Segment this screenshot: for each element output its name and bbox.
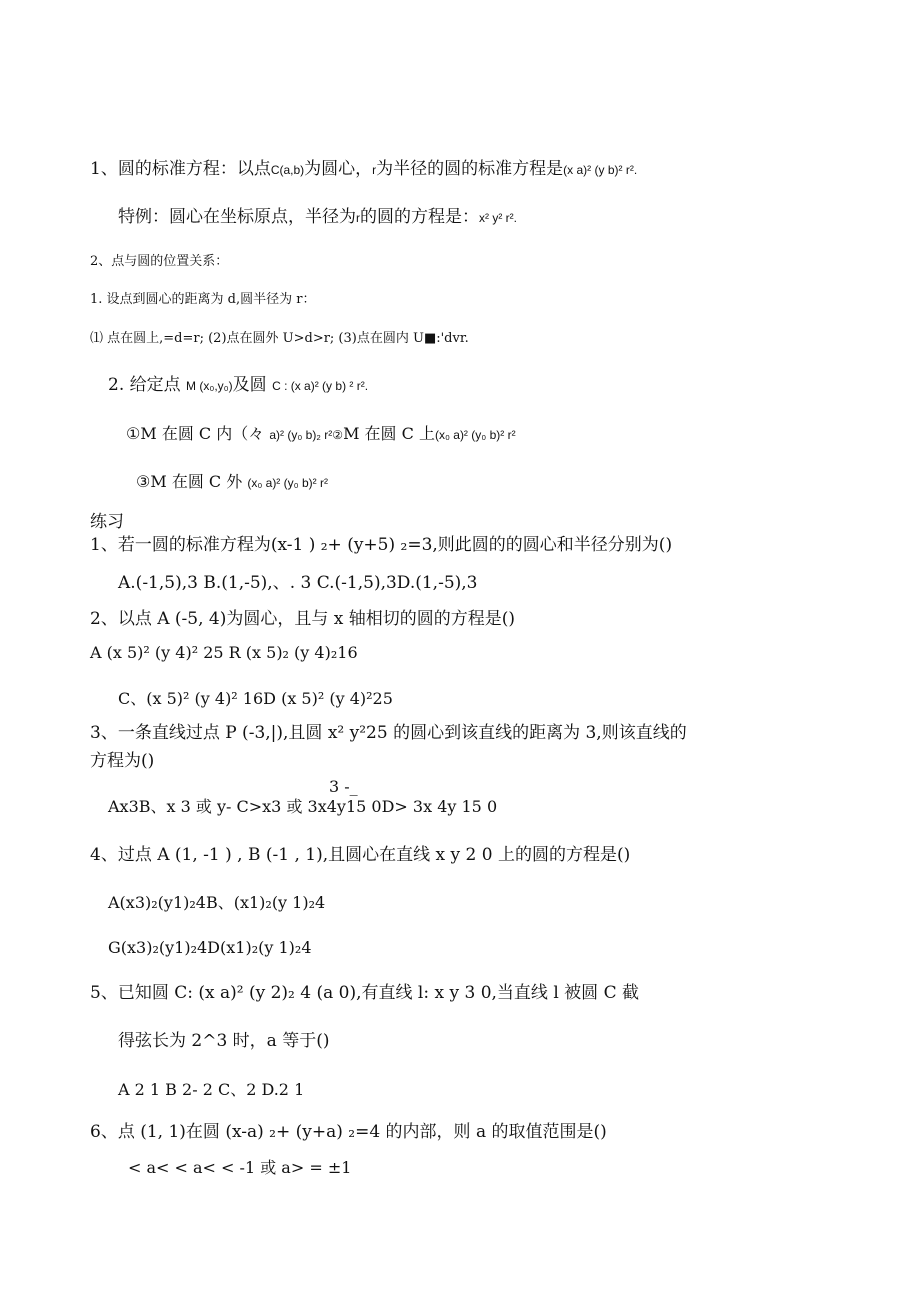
question-3-fraction: 3 -_ <box>329 777 358 796</box>
question-4-options-cd: G(x3)₂(y1)₂4D(x1)₂(y 1)₂4 <box>108 938 312 957</box>
section-2-distance-definition: 1. 设点到圆心的距离为 d,圆半径为 r： <box>90 292 316 307</box>
question-2-options-ab: A (x 5)² (y 4)² 25 R (x 5)₂ (y 4)₂16 <box>90 643 358 662</box>
question-3-options: Ax3B、x 3 或 y- C>x3 或 3x4y15 0D> 3x 4y 15 0 <box>108 797 498 816</box>
section-2-condition-outside: ③M 在圆 C 外 (x₀ a)² (y₀ b)² r² <box>136 472 328 491</box>
question-4-options-ab: A(x3)₂(y1)₂4B、(x1)₂(y 1)₂4 <box>108 893 326 912</box>
section-1-special-case: 特例：圆心在坐标原点，半径为r的圆的方程是：x² y² r². <box>118 207 517 227</box>
section-1-standard-equation: 1、圆的标准方程：以点C(a,b)为圆心，r为半径的圆的标准方程是(x a)² (y b)² r². <box>90 159 638 179</box>
question-4: 4、过点 A (1, -1 ) , B (-1 , 1),且圆心在直线 x y 2 0 上的圆的方程是() <box>90 845 631 865</box>
question-6-options: < a< < a< < -1 或 a> = ±1 <box>128 1158 352 1177</box>
question-1-options: A.(-1,5),3 B.(1,-5),、. 3 C.(-1,5),3D.(1,-5),3 <box>118 573 478 593</box>
question-3-line-2: 方程为() <box>90 751 155 771</box>
section-2-given-point: 2. 给定点 M (x₀,y₀)及圆 C : (x a)² (y b) ² r². <box>108 375 369 395</box>
question-2: 2、以点 A (-5, 4)为圆心，且与 x 轴相切的圆的方程是() <box>90 609 516 629</box>
practice-heading: 练习 <box>90 512 124 532</box>
section-2-condition-inside-on: ①M 在圆 C 内（々 a)² (y₀ b)₂ r²②M 在圆 C 上(x₀ a)² (y₀ b)² r² <box>126 424 516 443</box>
question-3-line-1: 3、一条直线过点 P (-3,|),且圆 x² y²25 的圆心到该直线的距离为 3,则该直线的 <box>90 723 687 743</box>
question-5-options: A 2 1 B 2- 2 C、2 D.2 1 <box>118 1080 305 1099</box>
section-2-title: 2、点与圆的位置关系： <box>90 254 229 269</box>
question-2-options-cd: C、(x 5)² (y 4)² 16D (x 5)² (y 4)²25 <box>118 689 393 708</box>
question-5-line-1: 5、已知圆 C: (x a)² (y 2)₂ 4 (a 0),有直线 l: x y 3 0,当直线 l 被圆 C 截 <box>90 983 639 1003</box>
question-6: 6、点 (1, 1)在圆 (x-a) ₂+ (y+a) ₂=4 的内部，则 a 的取值范围是() <box>90 1122 607 1142</box>
section-2-position-cases: ⑴ 点在圆上,=d=r; (2)点在圆外 U>d>r; (3)点在圆内 U■:'dvr. <box>90 331 469 346</box>
question-5-line-2: 得弦长为 2^3 时，a 等于() <box>118 1031 330 1051</box>
question-1: 1、若一圆的标准方程为(x-1 ) ₂+ (y+5) ₂=3,则此圆的的圆心和半径分别为() <box>90 535 673 555</box>
